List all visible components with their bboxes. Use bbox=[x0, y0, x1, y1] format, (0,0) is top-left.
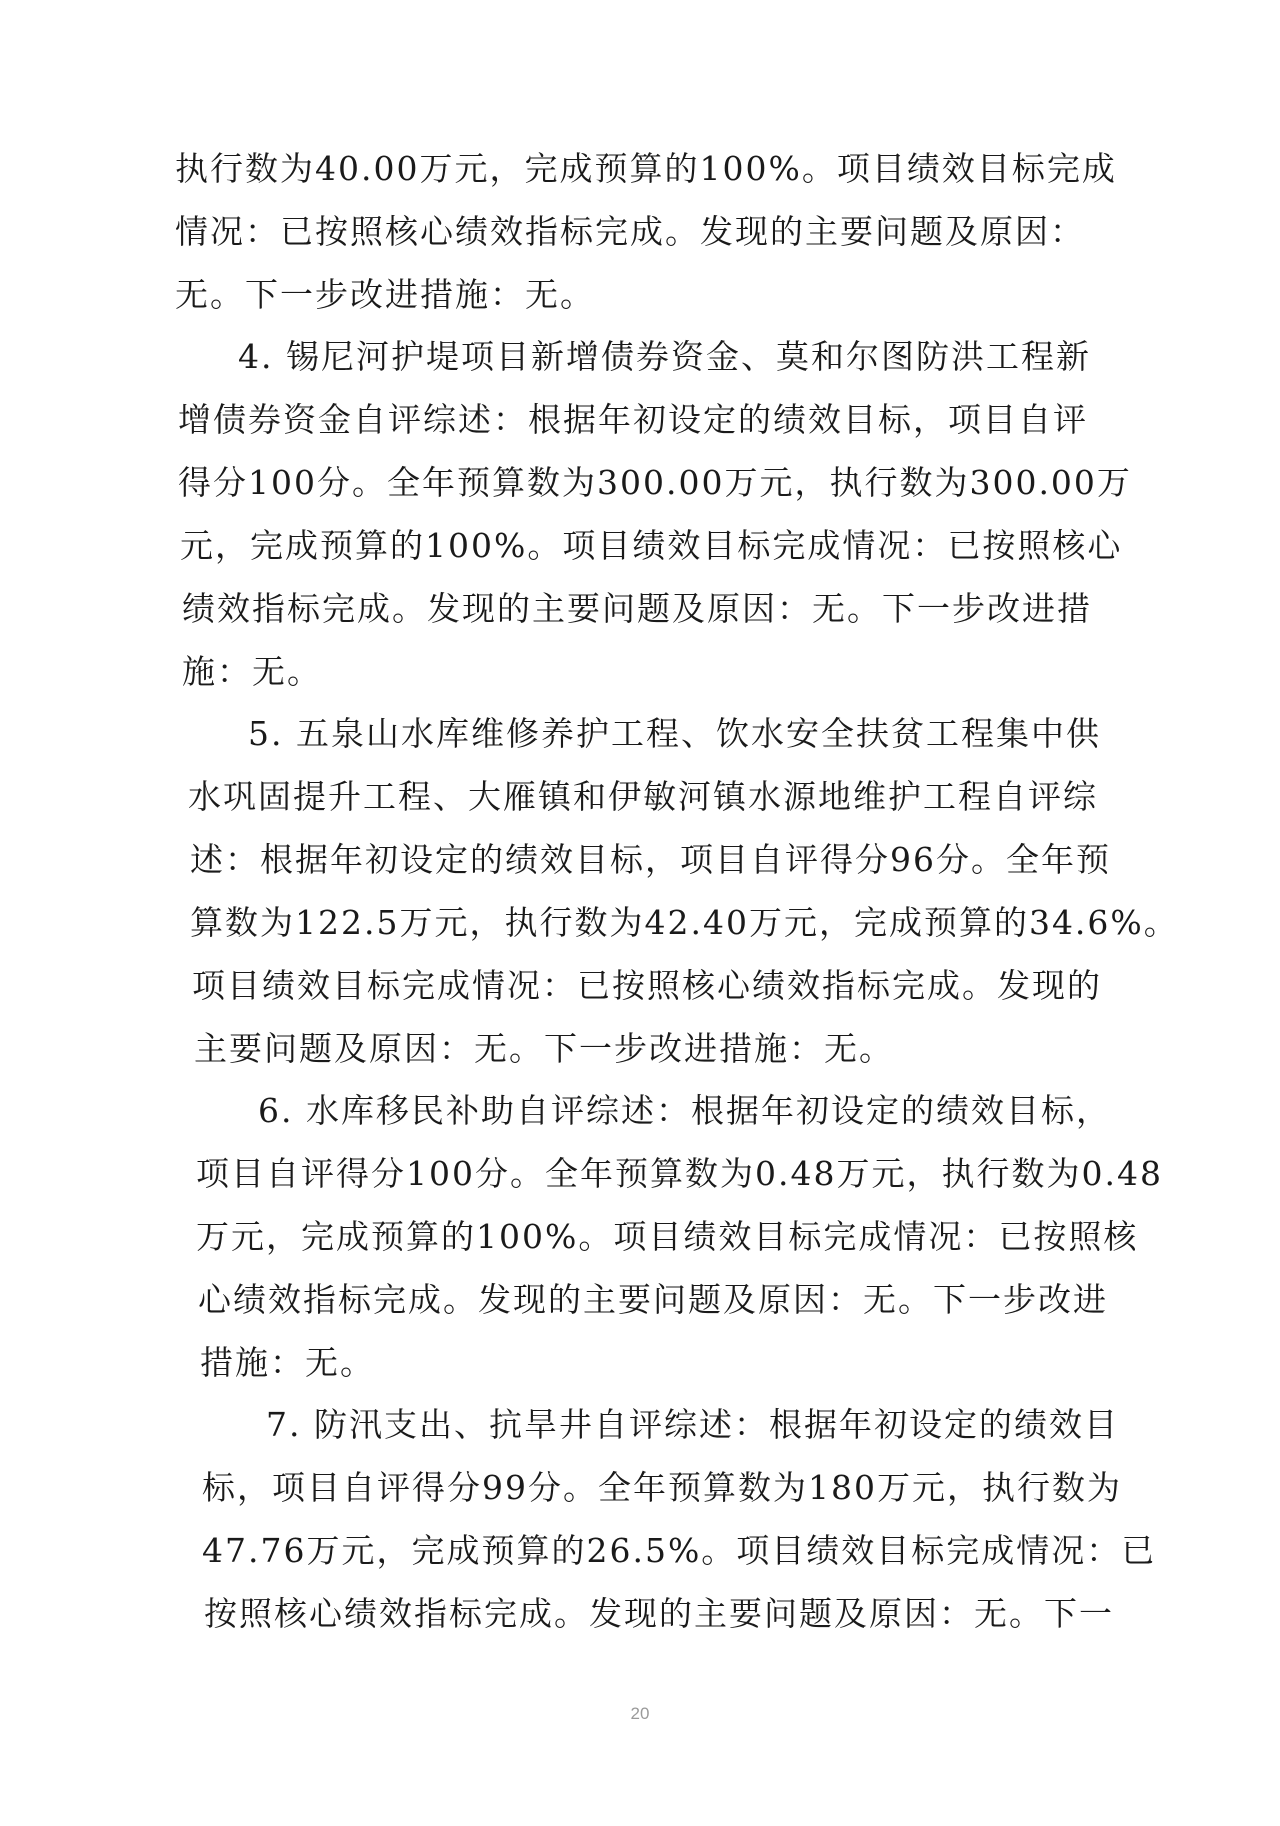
text-line: 万元，完成预算的100%。项目绩效目标完成情况：已按照核 bbox=[196, 1217, 1139, 1256]
text-line: 增债券资金自评综述：根据年初设定的绩效目标，项目自评 bbox=[178, 400, 1088, 439]
text-line: 施：无。 bbox=[182, 652, 322, 691]
text-line: 47.76万元，完成预算的26.5%。项目绩效目标完成情况：已 bbox=[202, 1531, 1157, 1570]
text-line: 情况：已按照核心绩效指标完成。发现的主要问题及原因： bbox=[175, 212, 1085, 251]
text-line: 标，项目自评得分99分。全年预算数为180万元，执行数为 bbox=[202, 1468, 1122, 1507]
text-line: 按照核心绩效指标完成。发现的主要问题及原因：无。下一 bbox=[204, 1594, 1114, 1633]
paragraph-item-4-start: 4. 锡尼河护堤项目新增债券资金、莫和尔图防洪工程新 bbox=[238, 337, 1091, 376]
page-number: 20 bbox=[630, 1704, 650, 1723]
text-line: 绩效指标完成。发现的主要问题及原因：无。下一步改进措 bbox=[182, 589, 1092, 628]
text-line: 述：根据年初设定的绩效目标，项目自评得分96分。全年预 bbox=[190, 840, 1111, 879]
text-line: 项目自评得分100分。全年预算数为0.48万元，执行数为0.48 bbox=[196, 1154, 1163, 1193]
text-line: 算数为122.5万元，执行数为42.40万元，完成预算的34.6%。 bbox=[190, 903, 1179, 942]
text-line: 心绩效指标完成。发现的主要问题及原因：无。下一步改进 bbox=[198, 1280, 1108, 1319]
text-line: 主要问题及原因：无。下一步改进措施：无。 bbox=[194, 1029, 894, 1068]
text-line: 无。下一步改进措施：无。 bbox=[175, 275, 595, 314]
text-line: 得分100分。全年预算数为300.00万元，执行数为300.00万 bbox=[178, 463, 1132, 502]
paragraph-item-6-start: 6. 水库移民补助自评综述：根据年初设定的绩效目标， bbox=[258, 1091, 1111, 1130]
text-line: 措施：无。 bbox=[200, 1343, 375, 1382]
text-line: 项目绩效目标完成情况：已按照核心绩效指标完成。发现的 bbox=[192, 966, 1102, 1005]
text-line: 执行数为40.00万元，完成预算的100%。项目绩效目标完成 bbox=[175, 149, 1117, 188]
text-line: 水巩固提升工程、大雁镇和伊敏河镇水源地维护工程自评综 bbox=[188, 777, 1098, 816]
text-line: 元，完成预算的100%。项目绩效目标完成情况：已按照核心 bbox=[180, 526, 1123, 565]
paragraph-item-7-start: 7. 防汛支出、抗旱井自评综述：根据年初设定的绩效目 bbox=[266, 1405, 1119, 1444]
paragraph-item-5-start: 5. 五泉山水库维修养护工程、饮水安全扶贫工程集中供 bbox=[248, 714, 1101, 753]
